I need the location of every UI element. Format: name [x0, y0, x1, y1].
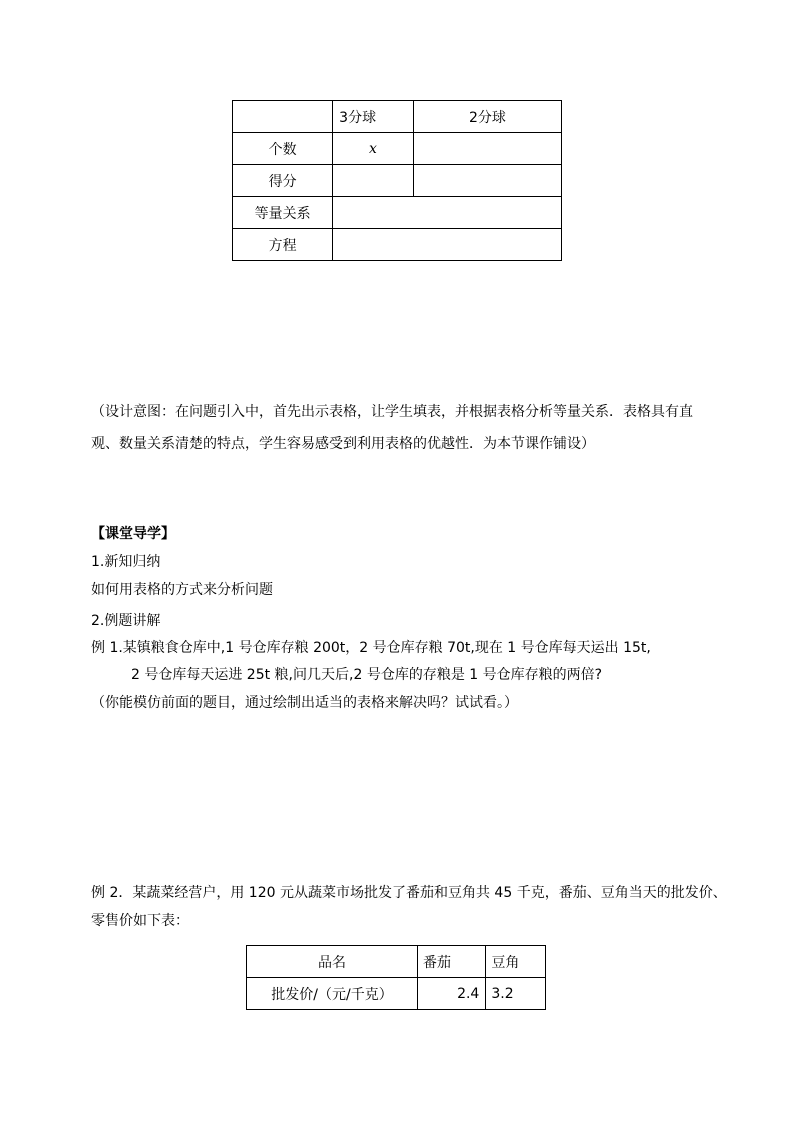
cell-relation [333, 197, 562, 229]
table-row [247, 978, 546, 1010]
header-product-name: 品名 [247, 946, 418, 978]
variable-x: x [369, 140, 377, 157]
example-2-line-1: 例 2．某蔬菜经营户，用 120 元从蔬菜市场批发了番茄和豆角共 45 千克，番茄、豆角当天的批发价、 [91, 885, 727, 901]
header-three-pointer: 3分球 [333, 101, 414, 133]
cell-bean-price: 3.2 [486, 978, 546, 1010]
row-label-score: 得分 [233, 165, 333, 197]
cell-count-three [333, 133, 414, 165]
row-label-wholesale: 批发价/（元/千克） [247, 978, 418, 1010]
table-row [247, 946, 546, 978]
example-1-hint: （你能模仿前面的题目，通过绘制出适当的表格来解决吗？试试看。） [91, 695, 518, 711]
table-row [233, 101, 562, 133]
cell-score-three [333, 165, 414, 197]
header-tomato: 番茄 [418, 946, 486, 978]
table-row [233, 133, 562, 165]
header-bean: 豆角 [486, 946, 546, 978]
cell-score-two [413, 165, 561, 197]
cell-equation [333, 229, 562, 261]
item-1-title: 1.新知归纳 [91, 554, 161, 570]
price-table [246, 945, 546, 1010]
header-two-pointer: 2分球 [413, 101, 561, 133]
item-1-text: 如何用表格的方式来分析问题 [91, 582, 273, 598]
row-label-relation: 等量关系 [233, 197, 333, 229]
table-cell-empty [233, 101, 333, 133]
item-2-title: 2.例题讲解 [91, 613, 161, 629]
table-row [233, 229, 562, 261]
row-label-count: 个数 [233, 133, 333, 165]
table-row [233, 165, 562, 197]
design-intent-line-2: 观、数量关系清楚的特点，学生容易感受到利用表格的优越性．为本节课作铺设） [91, 436, 595, 452]
design-intent-line-1: （设计意图：在问题引入中，首先出示表格，让学生填表，并根据表格分析等量关系．表格具有直 [91, 404, 693, 420]
row-label-equation: 方程 [233, 229, 333, 261]
cell-tomato-price: 2.4 [418, 978, 486, 1010]
score-analysis-table [232, 100, 562, 261]
cell-count-two [413, 133, 561, 165]
table-row [233, 197, 562, 229]
example-1-line-1: 例 1.某镇粮食仓库中,1 号仓库存粮 200t，2 号仓库存粮 70t,现在 1 号仓库每天运出 15t, [91, 640, 651, 656]
example-2-line-2: 零售价如下表： [91, 913, 189, 929]
example-1-line-2: 2 号仓库每天运进 25t 粮,问几天后,2 号仓库的存粮是 1 号仓库存粮的两倍? [131, 667, 603, 683]
section-title: 【课堂导学】 [91, 526, 175, 542]
